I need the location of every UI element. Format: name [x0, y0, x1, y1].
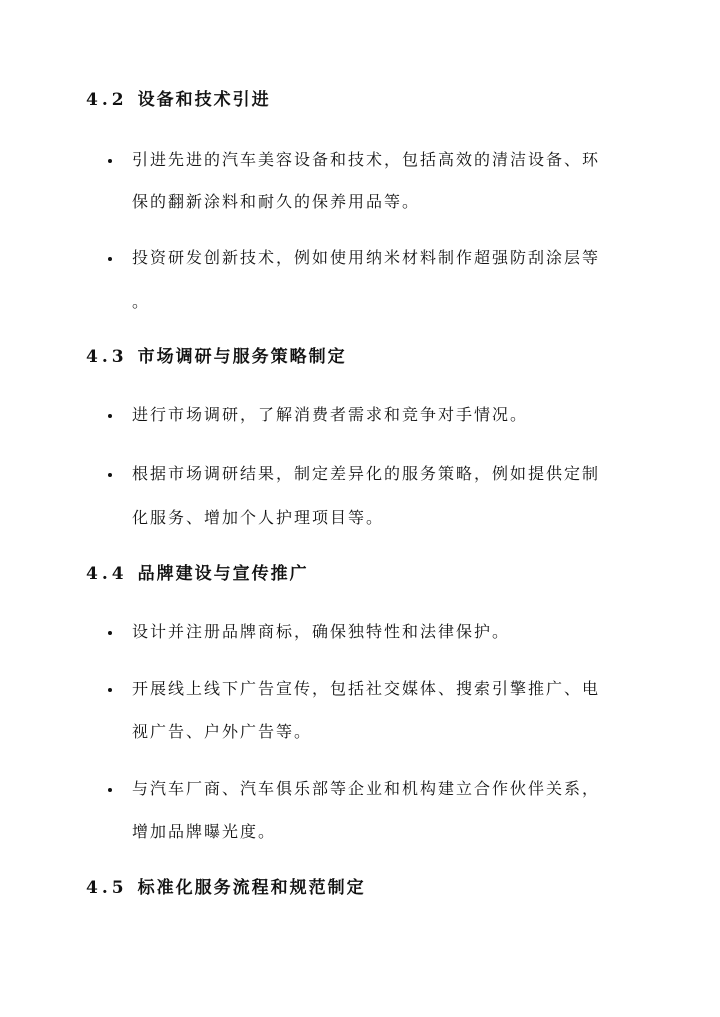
bullet-text-line: 保的翻新涂料和耐久的保养用品等。 — [132, 192, 421, 211]
bullet-dot-icon — [108, 257, 112, 261]
section-title: 设备和技术引进 — [137, 90, 271, 110]
bullet-text-line: 根据市场调研结果，制定差异化的服务策略，例如提供定制 — [132, 464, 601, 483]
section-heading-4-2 — [86, 88, 271, 112]
bullet-text-line: 化服务、增加个人护理项目等。 — [132, 508, 385, 527]
section-heading-4-3 — [86, 345, 347, 369]
section-number: 4.2 — [86, 90, 128, 110]
bullet-dot-icon — [108, 414, 112, 418]
bullet-text-line: 开展线上线下广告宣传，包括社交媒体、搜索引擎推广、电 — [132, 679, 601, 698]
section-number: 4.4 — [86, 564, 128, 584]
bullet-text-line: 投资研发创新技术，例如使用纳米材料制作超强防刮涂层等 — [132, 248, 601, 267]
section-title: 品牌建设与宣传推广 — [137, 564, 309, 584]
bullet-text-line: 设计并注册品牌商标，确保独特性和法律保护。 — [132, 622, 511, 641]
bullet-dot-icon — [108, 631, 112, 635]
bullet-dot-icon — [108, 788, 112, 792]
bullet-dot-icon — [108, 688, 112, 692]
bullet-dot-icon — [108, 159, 112, 163]
bullet-text-line: 进行市场调研，了解消费者需求和竞争对手情况。 — [132, 405, 529, 424]
section-title: 市场调研与服务策略制定 — [137, 347, 347, 367]
bullet-text-line: 视广告、户外广告等。 — [132, 722, 313, 741]
bullet-text-line: 增加品牌曝光度。 — [132, 822, 277, 841]
section-title: 标准化服务流程和规范制定 — [137, 878, 366, 898]
bullet-text-line: 引进先进的汽车美容设备和技术，包括高效的清洁设备、环 — [132, 150, 601, 169]
section-heading-4-5 — [86, 876, 366, 900]
section-number: 4.3 — [86, 347, 128, 367]
bullet-dot-icon — [108, 473, 112, 477]
bullet-text-line: 与汽车厂商、汽车俱乐部等企业和机构建立合作伙伴关系， — [132, 779, 601, 798]
bullet-text-line: 。 — [132, 292, 151, 311]
section-heading-4-4 — [86, 562, 309, 586]
section-number: 4.5 — [86, 878, 128, 898]
